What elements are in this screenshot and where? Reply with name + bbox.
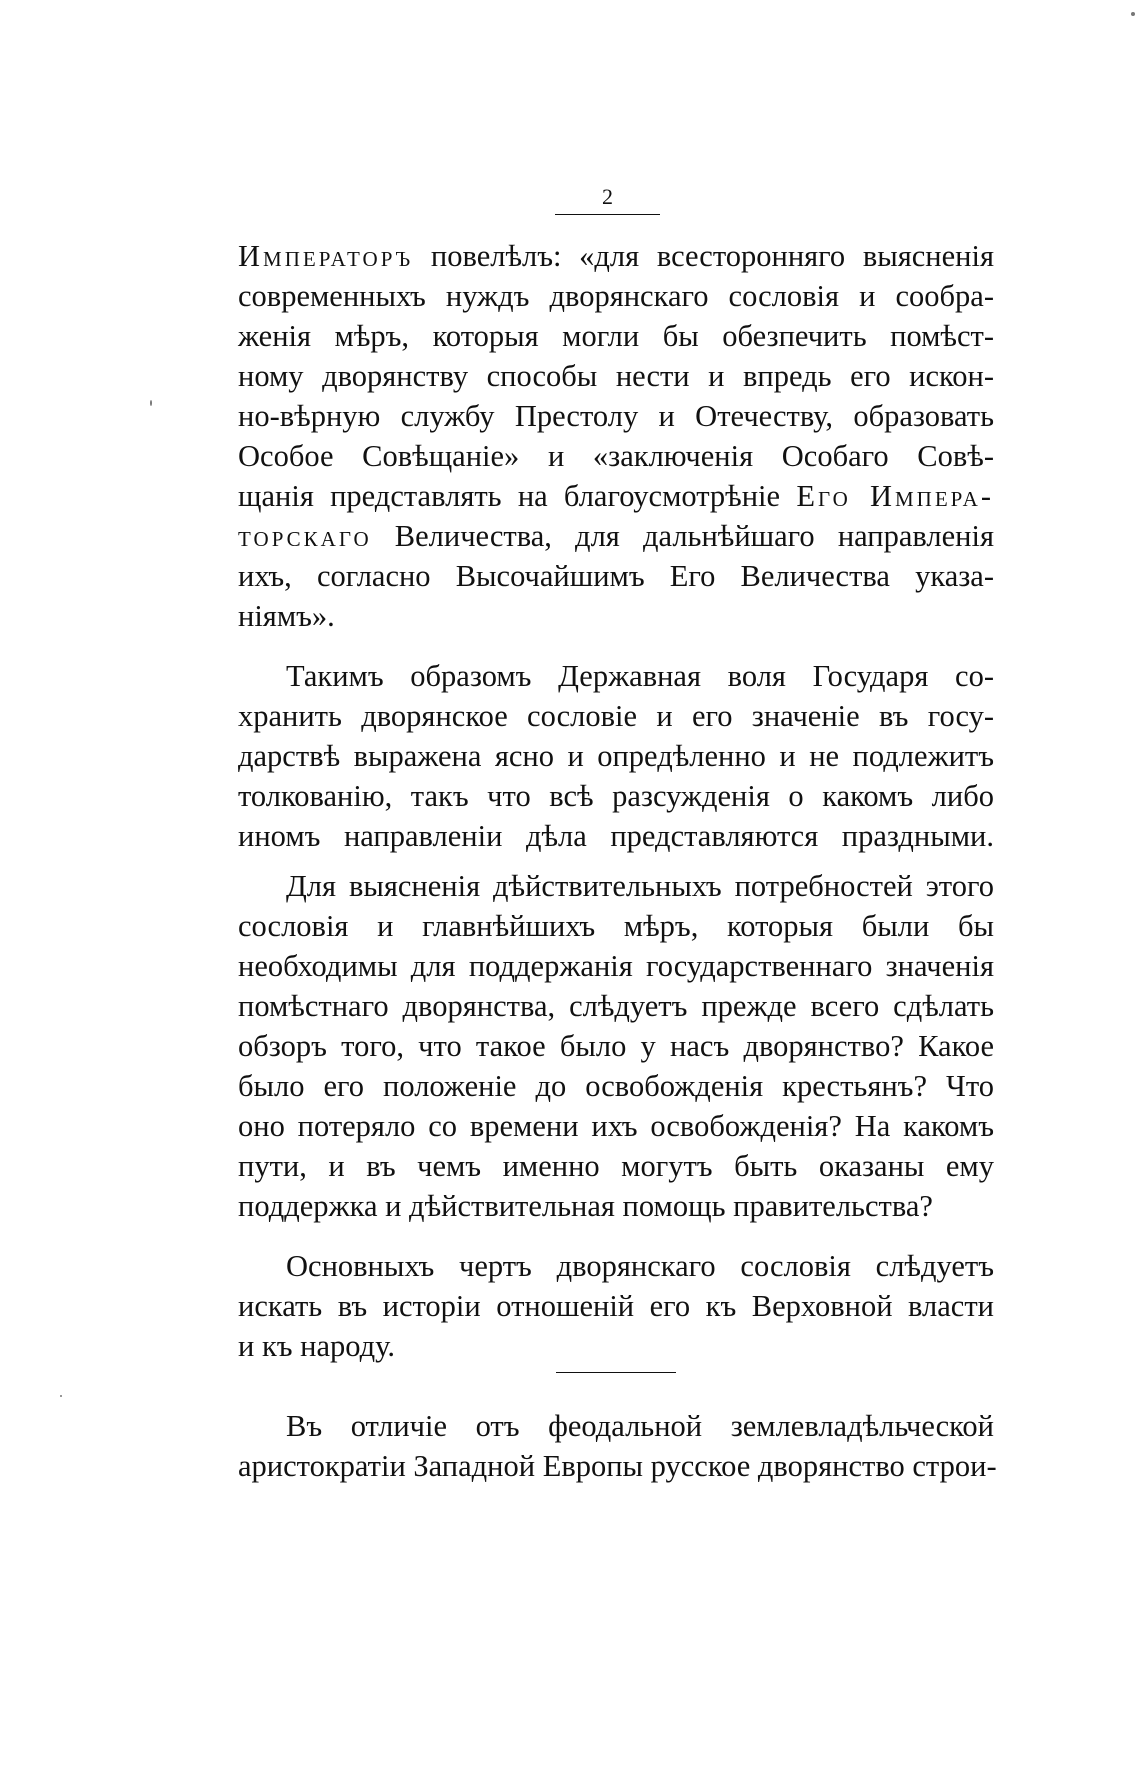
text-line: Для выясненія дѣйствительныхъ потребностей этого: [286, 869, 994, 903]
text-line: аристократіи Западной Европы русское дворянство строи-: [238, 1449, 997, 1483]
scan-speck: [150, 400, 152, 406]
text-line: сословія и главнѣйшихъ мѣръ, которыя были бы: [238, 909, 994, 943]
text-line: [238, 476, 994, 516]
text-line: но-вѣрную службу Престолу и Отечеству, образовать: [238, 399, 994, 433]
text-line: необходимы для поддержанія государственнаго значенія: [238, 949, 994, 983]
text-line: иномъ направленіи дѣла представляются праздными.: [238, 819, 994, 853]
text-line: Особое Совѣщаніе» и «заключенія Особаго Совѣ-: [238, 439, 994, 473]
text-line: ніямъ».: [238, 599, 335, 633]
text-line-part: щанія представлять на благоусмотрѣніе: [238, 479, 797, 513]
text-line: обзоръ того, что такое было у насъ дворянство? Какое: [238, 1029, 994, 1063]
text-line-smallcaps: торскаго: [238, 519, 372, 553]
text-line: поддержка и дѣйствительная помощь правительства?: [238, 1189, 933, 1223]
text-line: [238, 236, 994, 276]
text-line: пути, и въ чемъ именно могутъ быть оказаны ему: [238, 1149, 994, 1183]
text-line: дарствѣ выражена ясно и опредѣленно и не подлежитъ: [238, 739, 994, 773]
text-line: оно потеряло со времени ихъ освобожденія? На какомъ: [238, 1109, 994, 1143]
text-line: искать въ исторіи отношеній его къ Верховной власти: [238, 1289, 994, 1323]
text-line: Такимъ образомъ Державная воля Государя со-: [286, 659, 994, 693]
text-line: женія мѣръ, которыя могли бы обезпечить помѣст-: [238, 319, 994, 353]
text-line-smallcaps: Его Импера-: [796, 479, 994, 513]
header-rule: [555, 214, 660, 215]
text-line: было его положеніе до освобожденія крестьянъ? Что: [238, 1069, 994, 1103]
text-line: хранить дворянское сословіе и его значеніе въ госу-: [238, 699, 994, 733]
text-line: ихъ, согласно Высочайшимъ Его Величества указа-: [238, 559, 994, 593]
page-number: 2: [602, 184, 613, 209]
text-line: помѣстнаго дворянства, слѣдуетъ прежде всего сдѣлать: [238, 989, 994, 1023]
scan-speck: [1131, 12, 1135, 16]
text-line: Въ отличіе отъ феодальной землевладѣльческой: [286, 1409, 994, 1443]
text-line: толкованію, такъ что всѣ разсужденія о какомъ либо: [238, 779, 994, 813]
text-line: [238, 516, 994, 556]
text-line: и къ народу.: [238, 1329, 395, 1363]
section-divider: [556, 1372, 676, 1373]
text-line-smallcaps: Императоръ: [238, 239, 414, 273]
text-line: Основныхъ чертъ дворянскаго сословія слѣдуетъ: [286, 1249, 994, 1283]
text-line: ному дворянству способы нести и впредь его искон-: [238, 359, 994, 393]
scan-speck: [60, 1395, 62, 1397]
text-line-part: повелѣлъ: «для всесторонняго выясненія: [413, 239, 994, 273]
text-line: современныхъ нуждъ дворянскаго сословія и сообра-: [238, 279, 994, 313]
text-line-part: Величества, для дальнѣйшаго направленія: [371, 519, 994, 553]
